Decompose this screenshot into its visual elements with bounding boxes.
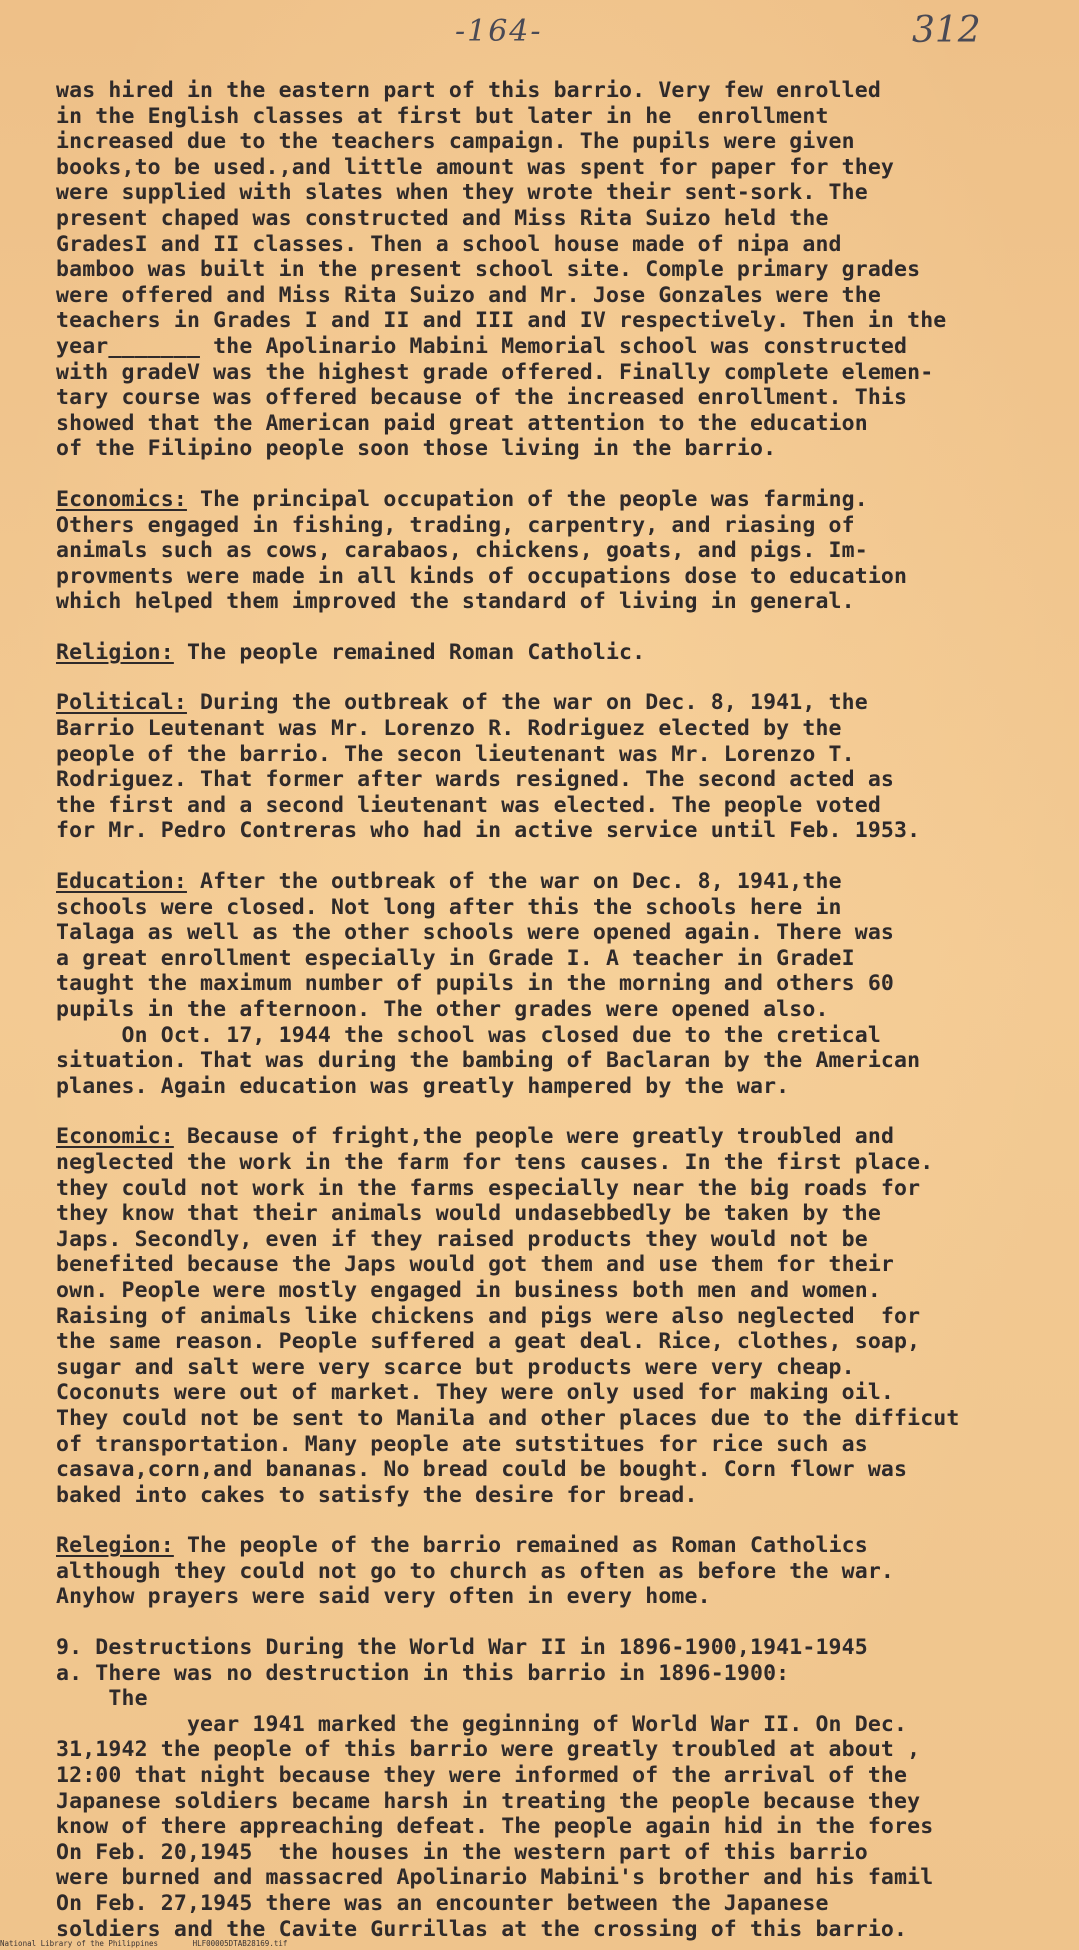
text-line	[56, 283, 1071, 309]
line-text: bamboo was built in the present school site. Comple primary grades	[56, 257, 921, 283]
line-text: a great enrollment especially in Grade I. A teacher in GradeI	[56, 945, 855, 971]
paragraph	[56, 690, 1071, 844]
section-heading: Economic:	[56, 1124, 174, 1150]
line-text: Others engaged in fishing, trading, carpentry, and riasing of	[56, 512, 855, 538]
text-line	[56, 1432, 1071, 1458]
text-line	[56, 104, 1071, 130]
text-line	[56, 1686, 1071, 1712]
line-text: the same reason. People suffered a geat deal. Rice, clothes, soap,	[56, 1329, 921, 1355]
paragraph	[56, 869, 1071, 1099]
line-text: They could not be sent to Manila and other places due to the difficut	[56, 1405, 960, 1431]
section-heading: Education:	[56, 869, 187, 895]
text-line	[56, 640, 1071, 666]
line-text: baked into cakes to satisfy the desire for bread.	[56, 1482, 698, 1508]
text-line	[56, 971, 1071, 997]
line-text: planes. Again education was greatly hampered by the war.	[56, 1073, 790, 1099]
line-text: neglected the work in the farm for tens causes. In the first place.	[56, 1149, 934, 1175]
paragraph-gap	[56, 1610, 1071, 1635]
text-line	[56, 513, 1071, 539]
line-text: of the Filipino people soon those living in the barrio.	[56, 436, 777, 462]
line-text: Coconuts were out of market. They were only used for making oil.	[56, 1380, 895, 1406]
paragraph	[56, 487, 1071, 615]
line-text: Because of fright,the people were greatly troubled and	[173, 1124, 895, 1150]
line-text: 31,1942 the people of this barrio were greatly troubled at about ,	[56, 1737, 921, 1763]
line-text: was hired in the eastern part of this barrio. Very few enrolled	[56, 78, 881, 103]
text-line	[56, 1227, 1071, 1253]
line-text: for Mr. Pedro Contreras who had in active service until Feb. 1953.	[56, 818, 921, 844]
text-line	[56, 1355, 1071, 1381]
line-text: they could not work in the farms especially near the big roads for	[56, 1175, 921, 1201]
text-line	[56, 1406, 1071, 1432]
text-line	[56, 793, 1071, 819]
line-text: Barrio Leutenant was Mr. Lorenzo R. Rodriguez elected by the	[56, 716, 842, 742]
text-line	[56, 1584, 1071, 1610]
text-line	[56, 1278, 1071, 1304]
line-text: taught the maximum number of pupils in the morning and others 60	[56, 971, 895, 997]
line-text: Raising of animals like chickens and pigs were also neglected for	[56, 1303, 921, 1329]
line-text: people of the barrio. The secon lieutenant was Mr. Lorenzo T.	[56, 741, 855, 767]
line-text: 12:00 that night because they were informed of the arrival of the	[56, 1763, 908, 1789]
line-text: were offered and Miss Rita Suizo and Mr. Jose Gonzales were the	[56, 282, 881, 308]
text-line	[56, 1865, 1071, 1891]
text-line	[56, 1023, 1071, 1049]
text-line	[56, 589, 1071, 615]
text-line	[56, 1814, 1071, 1840]
line-text: teachers in Grades I and II and III and IV respectively. Then in the	[56, 308, 947, 334]
text-line	[56, 232, 1071, 258]
text-line	[56, 155, 1071, 181]
line-text: a. There was no destruction in this barrio in 1896-1900:	[56, 1660, 790, 1686]
text-line	[56, 1712, 1071, 1738]
line-text: sugar and salt were very scarce but products were very cheap.	[56, 1354, 855, 1380]
text-line	[56, 1737, 1071, 1763]
typewritten-body	[56, 78, 1071, 1942]
text-line	[56, 1201, 1071, 1227]
footer-file-id: HLF00005DTAB28169.tif	[192, 1939, 288, 1948]
line-text: Rodriguez. That former after wards resigned. The second acted as	[56, 767, 895, 793]
line-text: benefited because the Japs would got them and use them for their	[56, 1252, 895, 1278]
text-line	[56, 206, 1071, 232]
text-line	[56, 1329, 1071, 1355]
line-text: in the English classes at first but later in he enrollment	[56, 103, 829, 129]
section-heading: Economics:	[56, 486, 187, 512]
text-line	[56, 1483, 1071, 1509]
line-text: The people remained Roman Catholic.	[173, 639, 646, 665]
line-text: On Feb. 27,1945 there was an encounter between the Japanese	[56, 1891, 829, 1916]
text-line	[56, 1559, 1071, 1585]
line-text: year 1941 marked the geginning of World War II. On Dec.	[56, 1711, 908, 1737]
text-line	[56, 129, 1071, 155]
text-line	[56, 564, 1071, 590]
text-line	[56, 180, 1071, 206]
paragraph-gap	[56, 665, 1071, 690]
line-text: with gradeV was the highest grade offered. Finally complete elemen-	[56, 359, 934, 385]
text-line	[56, 1150, 1071, 1176]
paragraph-gap	[56, 462, 1071, 487]
line-text: although they could not go to church as often as before the war.	[56, 1558, 895, 1584]
line-text: own. People were mostly engaged in business both men and women.	[56, 1277, 881, 1303]
line-text: animals such as cows, carabaos, chickens, goats, and pigs. Im-	[56, 538, 868, 564]
line-text: On Feb. 20,1945 the houses in the western part of this barrio	[56, 1839, 868, 1865]
line-text: books,to be used.,and little amount was spent for paper for they	[56, 154, 895, 180]
line-text: Talaga as well as the other schools were opened again. There was	[56, 920, 895, 946]
text-line	[56, 1124, 1071, 1150]
text-line	[56, 869, 1071, 895]
line-text: showed that the American paid great attention to the education	[56, 410, 868, 436]
line-text: After the outbreak of the war on Dec. 8, 1941,the	[186, 869, 842, 895]
line-text: which helped them improved the standard of living in general.	[56, 589, 855, 615]
line-text: soldiers and the Cavite Gurrillas at the crossing of this barrio.	[56, 1916, 908, 1942]
line-text: of transportation. Many people ate sutstitues for rice such as	[56, 1431, 868, 1457]
paragraph-gap	[56, 615, 1071, 640]
line-text: 9. Destructions During the World War II in 1896-1900,1941-1945	[56, 1635, 868, 1661]
text-line	[56, 538, 1071, 564]
text-line	[56, 1252, 1071, 1278]
line-text: The people of the barrio remained as Roman Catholics	[173, 1533, 868, 1559]
text-line	[56, 257, 1071, 283]
line-text: were burned and massacred Apolinario Mabini's brother and his famil	[56, 1865, 934, 1891]
text-line	[56, 1789, 1071, 1815]
text-line	[56, 411, 1071, 437]
line-text: schools were closed. Not long after this the schools here in	[56, 894, 842, 920]
paragraph	[56, 1635, 1071, 1942]
page-number-top: -164-	[455, 14, 543, 49]
text-line	[56, 1635, 1071, 1661]
text-line	[56, 487, 1071, 513]
line-text: pupils in the afternoon. The other grades were opened also.	[56, 997, 829, 1022]
text-line	[56, 334, 1071, 360]
text-line	[56, 690, 1071, 716]
footer	[0, 1939, 1079, 1948]
line-text: GradesI and II classes. Then a school house made of nipa and	[56, 231, 842, 257]
footer-source: National Library of the Philippines	[0, 1939, 159, 1948]
text-line	[56, 1380, 1071, 1406]
line-text: tary course was offered because of the increased enrollment. This	[56, 385, 908, 411]
text-line	[56, 1074, 1071, 1100]
text-line	[56, 360, 1071, 386]
text-line	[56, 1457, 1071, 1483]
paragraph	[56, 1124, 1071, 1508]
text-line	[56, 895, 1071, 921]
text-line	[56, 920, 1071, 946]
page-number-right: 312	[912, 10, 981, 51]
text-line	[56, 308, 1071, 334]
line-text: casava,corn,and bananas. No bread could be bought. Corn flowr was	[56, 1457, 908, 1483]
line-text: provments were made in all kinds of occupations dose to education	[56, 563, 908, 589]
line-text: increased due to the teachers campaign. The pupils were given	[56, 129, 855, 155]
text-line	[56, 767, 1071, 793]
line-text: were supplied with slates when they wrote their sent-sork. The	[56, 180, 868, 206]
text-line	[56, 1176, 1071, 1202]
line-text: situation. That was during the bambing of Baclaran by the American	[56, 1048, 921, 1074]
section-heading: Political:	[56, 690, 187, 716]
line-text: the first and a second lieutenant was elected. The people voted	[56, 792, 881, 818]
text-line	[56, 1891, 1071, 1917]
text-line	[56, 946, 1071, 972]
line-text: present chaped was constructed and Miss Rita Suizo held the	[56, 205, 829, 231]
text-line	[56, 1304, 1071, 1330]
line-text: Japanese soldiers became harsh in treating the people because they	[56, 1788, 921, 1814]
line-text: Japs. Secondly, even if they raised products they would not be	[56, 1226, 868, 1252]
text-line	[56, 385, 1071, 411]
paragraph	[56, 78, 1071, 462]
text-line	[56, 78, 1071, 104]
text-line	[56, 1763, 1071, 1789]
line-text: they know that their animals would undasebbedly be taken by the	[56, 1201, 881, 1227]
text-line	[56, 716, 1071, 742]
text-line	[56, 1661, 1071, 1687]
line-text: know of there appreaching defeat. The people again hid in the fores	[56, 1814, 934, 1840]
paragraph-gap	[56, 1508, 1071, 1533]
paragraph-gap	[56, 1099, 1071, 1124]
line-text: The principal occupation of the people was farming.	[186, 486, 868, 512]
paragraph	[56, 1533, 1071, 1610]
line-text: year_______ the Apolinario Mabini Memorial school was constructed	[56, 333, 908, 359]
line-text: Anyhow prayers were said very often in every home.	[56, 1584, 711, 1610]
section-heading: Religion:	[56, 639, 174, 665]
text-line	[56, 1840, 1071, 1866]
text-line	[56, 436, 1071, 462]
text-line	[56, 997, 1071, 1023]
line-text: During the outbreak of the war on Dec. 8, 1941, the	[186, 690, 868, 716]
paragraph-gap	[56, 844, 1071, 869]
text-line	[56, 818, 1071, 844]
text-line	[56, 1533, 1071, 1559]
section-heading: Relegion:	[56, 1533, 174, 1559]
line-text: On Oct. 17, 1944 the school was closed due to the cretical	[56, 1022, 881, 1048]
text-line	[56, 742, 1071, 768]
text-line	[56, 1048, 1071, 1074]
line-text: The	[56, 1686, 148, 1712]
paragraph	[56, 640, 1071, 666]
